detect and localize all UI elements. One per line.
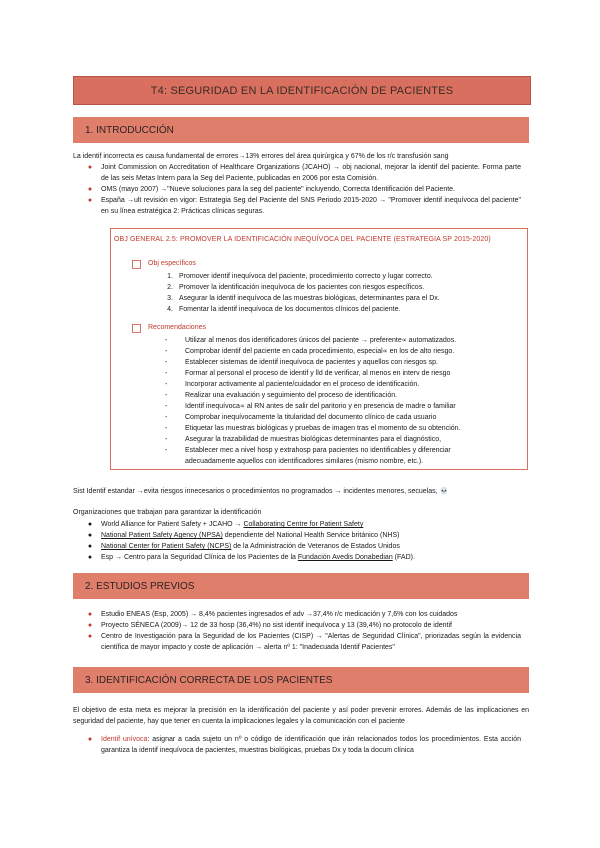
list-item: - Establecer mec a nivel hosp y extrahosp para pacientes no identificables y diferenciar: [165, 447, 451, 454]
list-item: adecuadamente aquellos con identificadores similares (mismo nombre, etc.).: [185, 458, 424, 465]
standard-identification-text: Sist Identif estandar →evita riesgos innecesarios o procedimientos no programados → incidentes menores, secuelas, 💀: [73, 488, 449, 495]
checkbox-icon: [132, 260, 141, 269]
objective-box-title: OBJ GENERAL 2.5: PROMOVER LA IDENTIFICACIÓN INEQUÍVOCA DEL PACIENTE (ESTRATEGIA SP 2015-2020): [114, 236, 491, 243]
identif-univoca-label: Identif unívoca: [101, 736, 148, 743]
list-item: ● National Center for Patient Safety (NCPS) de la Administración de Veteranos de Estados Unidos: [84, 541, 524, 552]
bullet-icon: ●: [87, 521, 93, 528]
bullet-icon: ●: [87, 633, 93, 640]
list-item: ● Centro de Investigación para la Seguridad de los Pacientes (CISP) → "Alertas de Seguridad Clínica", priorizadas según la evidencia científica de mayor impacto y coste de aplicación → alerta nº 1: "Inadecuada Identif Pacientes": [84, 631, 524, 653]
list-item: ● Proyecto SÉNECA (2009)→ 12 de 33 hosp (36,4%) no sist identif inequívoca y 13 (39,4%) no protocolo de identif: [84, 620, 524, 631]
link-ncps[interactable]: National Center for Patient Safety (NCPS): [101, 543, 232, 550]
list-item: ● Estudio ENEAS (Esp, 2005) → 8,4% pacientes ingresados ef adv →37,4% r/c medicación y 7,6% con los cuidados: [84, 609, 524, 620]
bullet-icon: ●: [87, 197, 93, 204]
list-item: - Asegurar la trazabilidad de muestras biológicas determinantes para el diagnóstico,: [165, 436, 442, 443]
list-item: - Incorporar activamente al paciente/cuidador en el proceso de identificación.: [165, 381, 420, 388]
section-heading-introduccion: 1. INTRODUCCIÓN: [73, 117, 529, 143]
list-item: 4. Fomentar la identif inequívoca de los documentos clínicos del paciente.: [167, 306, 401, 313]
bullet-icon: ●: [87, 532, 93, 539]
bullet-icon: ●: [87, 543, 93, 550]
bullet-icon: ●: [87, 611, 93, 618]
link-collaborating-centre[interactable]: Collaborating Centre for Patient Safety: [243, 521, 364, 528]
specific-objectives-label: Obj específicos: [148, 260, 196, 267]
checkbox-icon: [132, 324, 141, 333]
section-heading-identificacion: 3. IDENTIFICACIÓN CORRECTA DE LOS PACIENTES: [73, 667, 529, 693]
list-item: - Realizar una evaluación y seguimiento del proceso de identificación.: [165, 392, 398, 399]
list-item: 2. Promover la identificación inequívoca de los pacientes con riesgos específicos.: [167, 284, 425, 291]
link-npsa[interactable]: National Patient Safety Agency (NPSA): [101, 532, 223, 539]
list-item: 3. Asegurar la identif inequívoca de las muestras biológicas, determinantes para el Dx.: [167, 295, 440, 302]
list-item: - Formar al personal el proceso de identif y lld de verificar, al menos en interv de riesgo: [165, 370, 451, 377]
list-item: - Establecer sistemas de identif inequívoca de pacientes y aquellos con riesgos sp.: [165, 359, 438, 366]
bullet-icon: ●: [87, 622, 93, 629]
list-item: - Etiquetar las muestras biológicas y pruebas de imagen tras el momento de su obtención.: [165, 425, 461, 432]
list-item: - Identif inequívoca∝ al RN antes de salir del paritorio y en presencia de madre o familiar: [165, 403, 456, 410]
list-item: ● Esp → Centro para la Seguridad Clínica de los Pacientes de la Fundación Avedis Donabedian (FAD).: [84, 552, 524, 563]
link-fad[interactable]: Fundación Avedis Donabedian: [297, 554, 393, 561]
bullet-icon: ●: [87, 186, 93, 193]
list-item: ● España →ult revisión en vigor: Estrategia Seg del Paciente del SNS Periodo 2015-2020 → "Promover identif inequívoca del paciente" en su línea estratégica 2: Prácticas clínicas seguras.: [84, 195, 524, 217]
list-item: - Comprobar identif del paciente en cada procedimiento, especial∝ en los de alto riesgo.: [165, 348, 455, 355]
bullet-icon: ●: [87, 164, 93, 171]
list-item: 1. Promover identif inequívoca del paciente, procedimiento correcto y lugar correcto.: [167, 273, 433, 280]
list-item: ● OMS (mayo 2007) →"Nueve soluciones para la seg del paciente" incluyendo, Correcta Identificación del Paciente.: [84, 184, 524, 195]
list-item: - Comprobar inequívocamente la titularidad del documento clínico de cada usuario: [165, 414, 437, 421]
organizations-title: Organizaciones que trabajan para garantizar la identificación: [73, 509, 262, 516]
intro-text: La identif incorrecta es causa fundamental de errores→13% errores del área quirúrgica y 67% de los r/c transfusión sang: [73, 153, 449, 160]
list-item: ● National Patient Safety Agency (NPSA) dependiente del National Health Service británico (NHS): [84, 530, 524, 541]
list-item: ● Identif unívoca: asignar a cada sujeto un nº o código de identificación que irán relacionados todos los procedimientos. Esta acción garantiza la identif inequívoca de pacientes, muestras biológicas, pruebas Dx y toda la docum clínica: [84, 734, 524, 756]
section-3-paragraph: El objetivo de esta meta es mejorar la precisión en la identificación del paciente y así poder prevenir errores. Además de las implicaciones en seguridad del paciente, hay que tener en cuenta la implicaciones legales y la comunicación con el paciente: [73, 707, 529, 725]
list-item: - Utilizar al menos dos identificadores únicos del paciente → preferente∝ automatizados.: [165, 337, 457, 344]
list-item: ● Joint Commission on Accreditation of Healthcare Organizations (JCAHO) → obj nacional, mejorar la identif del paciente. Forma parte de las seis Metas Intern para la Seg del Paciente, publicadas en 2006 por esta Comisión.: [84, 162, 524, 184]
document-title: T4: SEGURIDAD EN LA IDENTIFICACIÓN DE PACIENTES: [73, 76, 531, 105]
bullet-icon: ●: [87, 554, 93, 561]
section-heading-estudios: 2. ESTUDIOS PREVIOS: [73, 573, 529, 599]
recommendations-label: Recomendaciones: [148, 324, 206, 331]
bullet-icon: ●: [87, 736, 93, 743]
list-item: ● World Alliance for Patient Safety + JCAHO → Collaborating Centre for Patient Safety: [84, 519, 524, 530]
